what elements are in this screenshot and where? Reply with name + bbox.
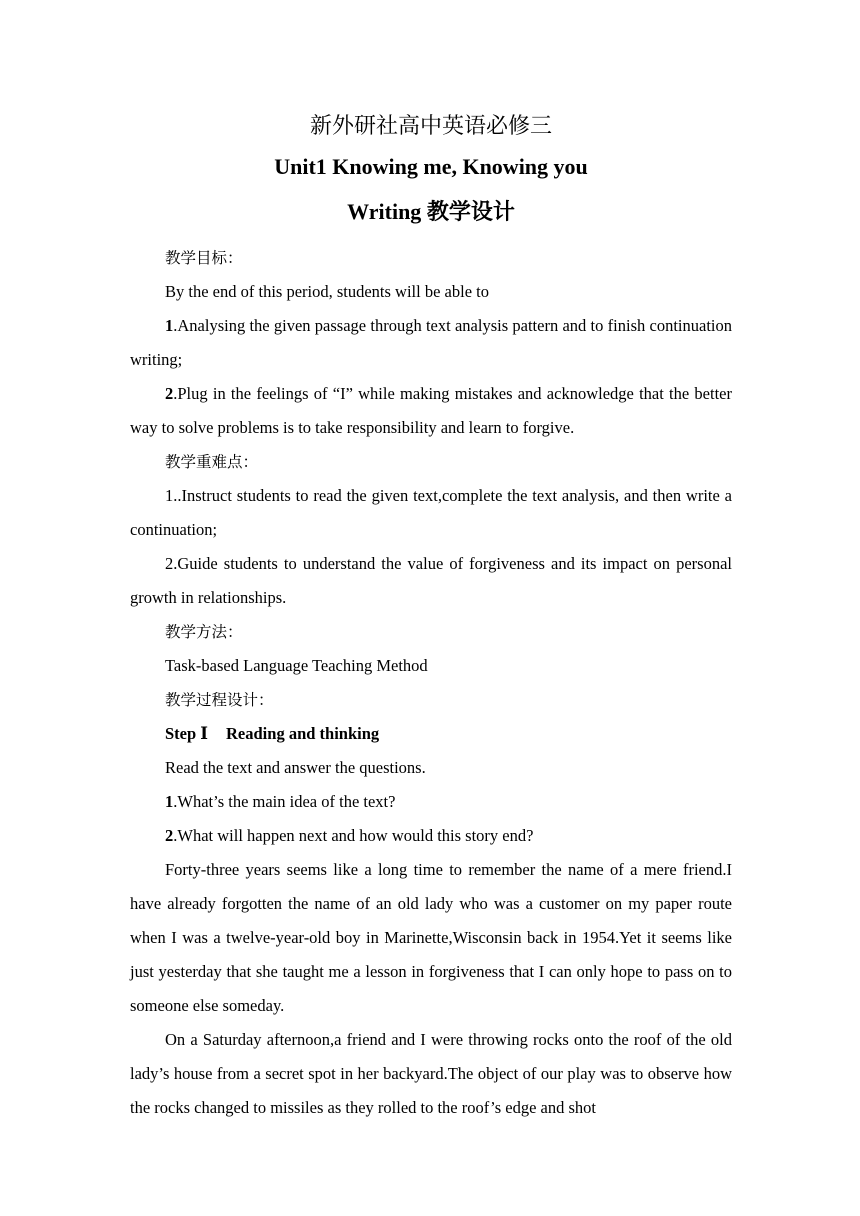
method-text: Task-based Language Teaching Method	[165, 656, 428, 675]
lesson-title	[130, 190, 732, 235]
question-item	[130, 785, 732, 819]
lesson-title-cn: 教学设计	[426, 200, 515, 225]
passage-paragraph: On a Saturday afternoon,a friend and I were throwing rocks onto the roof of the old lady’s house from a secret spot in her backyard.The object of our play was to observe how the rocks changed to missiles as they rolled to the roof’s edge and shot	[130, 1030, 732, 1117]
objective-text: .Plug in the feelings of “I” while making mistakes and acknowledge that the better way to solve problems is to take responsibility and learn to forgive.	[130, 384, 732, 437]
key-point-item: 1..Instruct students to read the given text,complete the text analysis, and then write a continuation;	[130, 486, 732, 539]
objective-item	[130, 377, 732, 445]
question-text: .What will happen next and how would this story end?	[173, 826, 534, 845]
objective-text: .Analysing the given passage through text analysis pattern and to finish continuation writing;	[130, 316, 732, 369]
document-title-cn: 新外研社高中英语必修三	[309, 114, 552, 139]
objective-number: 2	[165, 384, 174, 403]
step-title: Reading and thinking	[226, 724, 380, 743]
method-heading: 教学方法：	[165, 623, 243, 641]
process-heading: 教学过程设计：	[165, 691, 274, 709]
key-points-heading: 教学重难点：	[165, 453, 259, 471]
document-body	[130, 110, 732, 1125]
unit-title: Unit1 Knowing me, Knowing you	[274, 154, 588, 179]
question-text: .What’s the main idea of the text?	[173, 792, 396, 811]
objective-number: 1	[165, 316, 174, 335]
objective-item	[130, 309, 732, 377]
key-point-item: 2.Guide students to understand the value of forgiveness and its impact on personal growth in relationships.	[130, 554, 732, 607]
step-heading	[130, 717, 732, 751]
passage-paragraph: Forty-three years seems like a long time to remember the name of a mere friend.I have already forgotten the name of an old lady who was a customer on my paper route when I was a twelve-year-old boy in Marinette,Wisconsin back in 1954.Yet it seems like just yesterday that she taught me a lesson in forgiveness that I can only hope to pass on to someone else someday.	[130, 860, 732, 1015]
question-item	[130, 819, 732, 853]
question-number: 2	[165, 826, 174, 845]
objectives-intro: By the end of this period, students will be able to	[165, 282, 489, 301]
objectives-heading: 教学目标：	[165, 249, 243, 267]
step-label: Step Ⅰ	[165, 724, 209, 743]
step-instruction: Read the text and answer the questions.	[165, 758, 426, 777]
lesson-title-en: Writing	[347, 199, 422, 224]
question-number: 1	[165, 792, 174, 811]
